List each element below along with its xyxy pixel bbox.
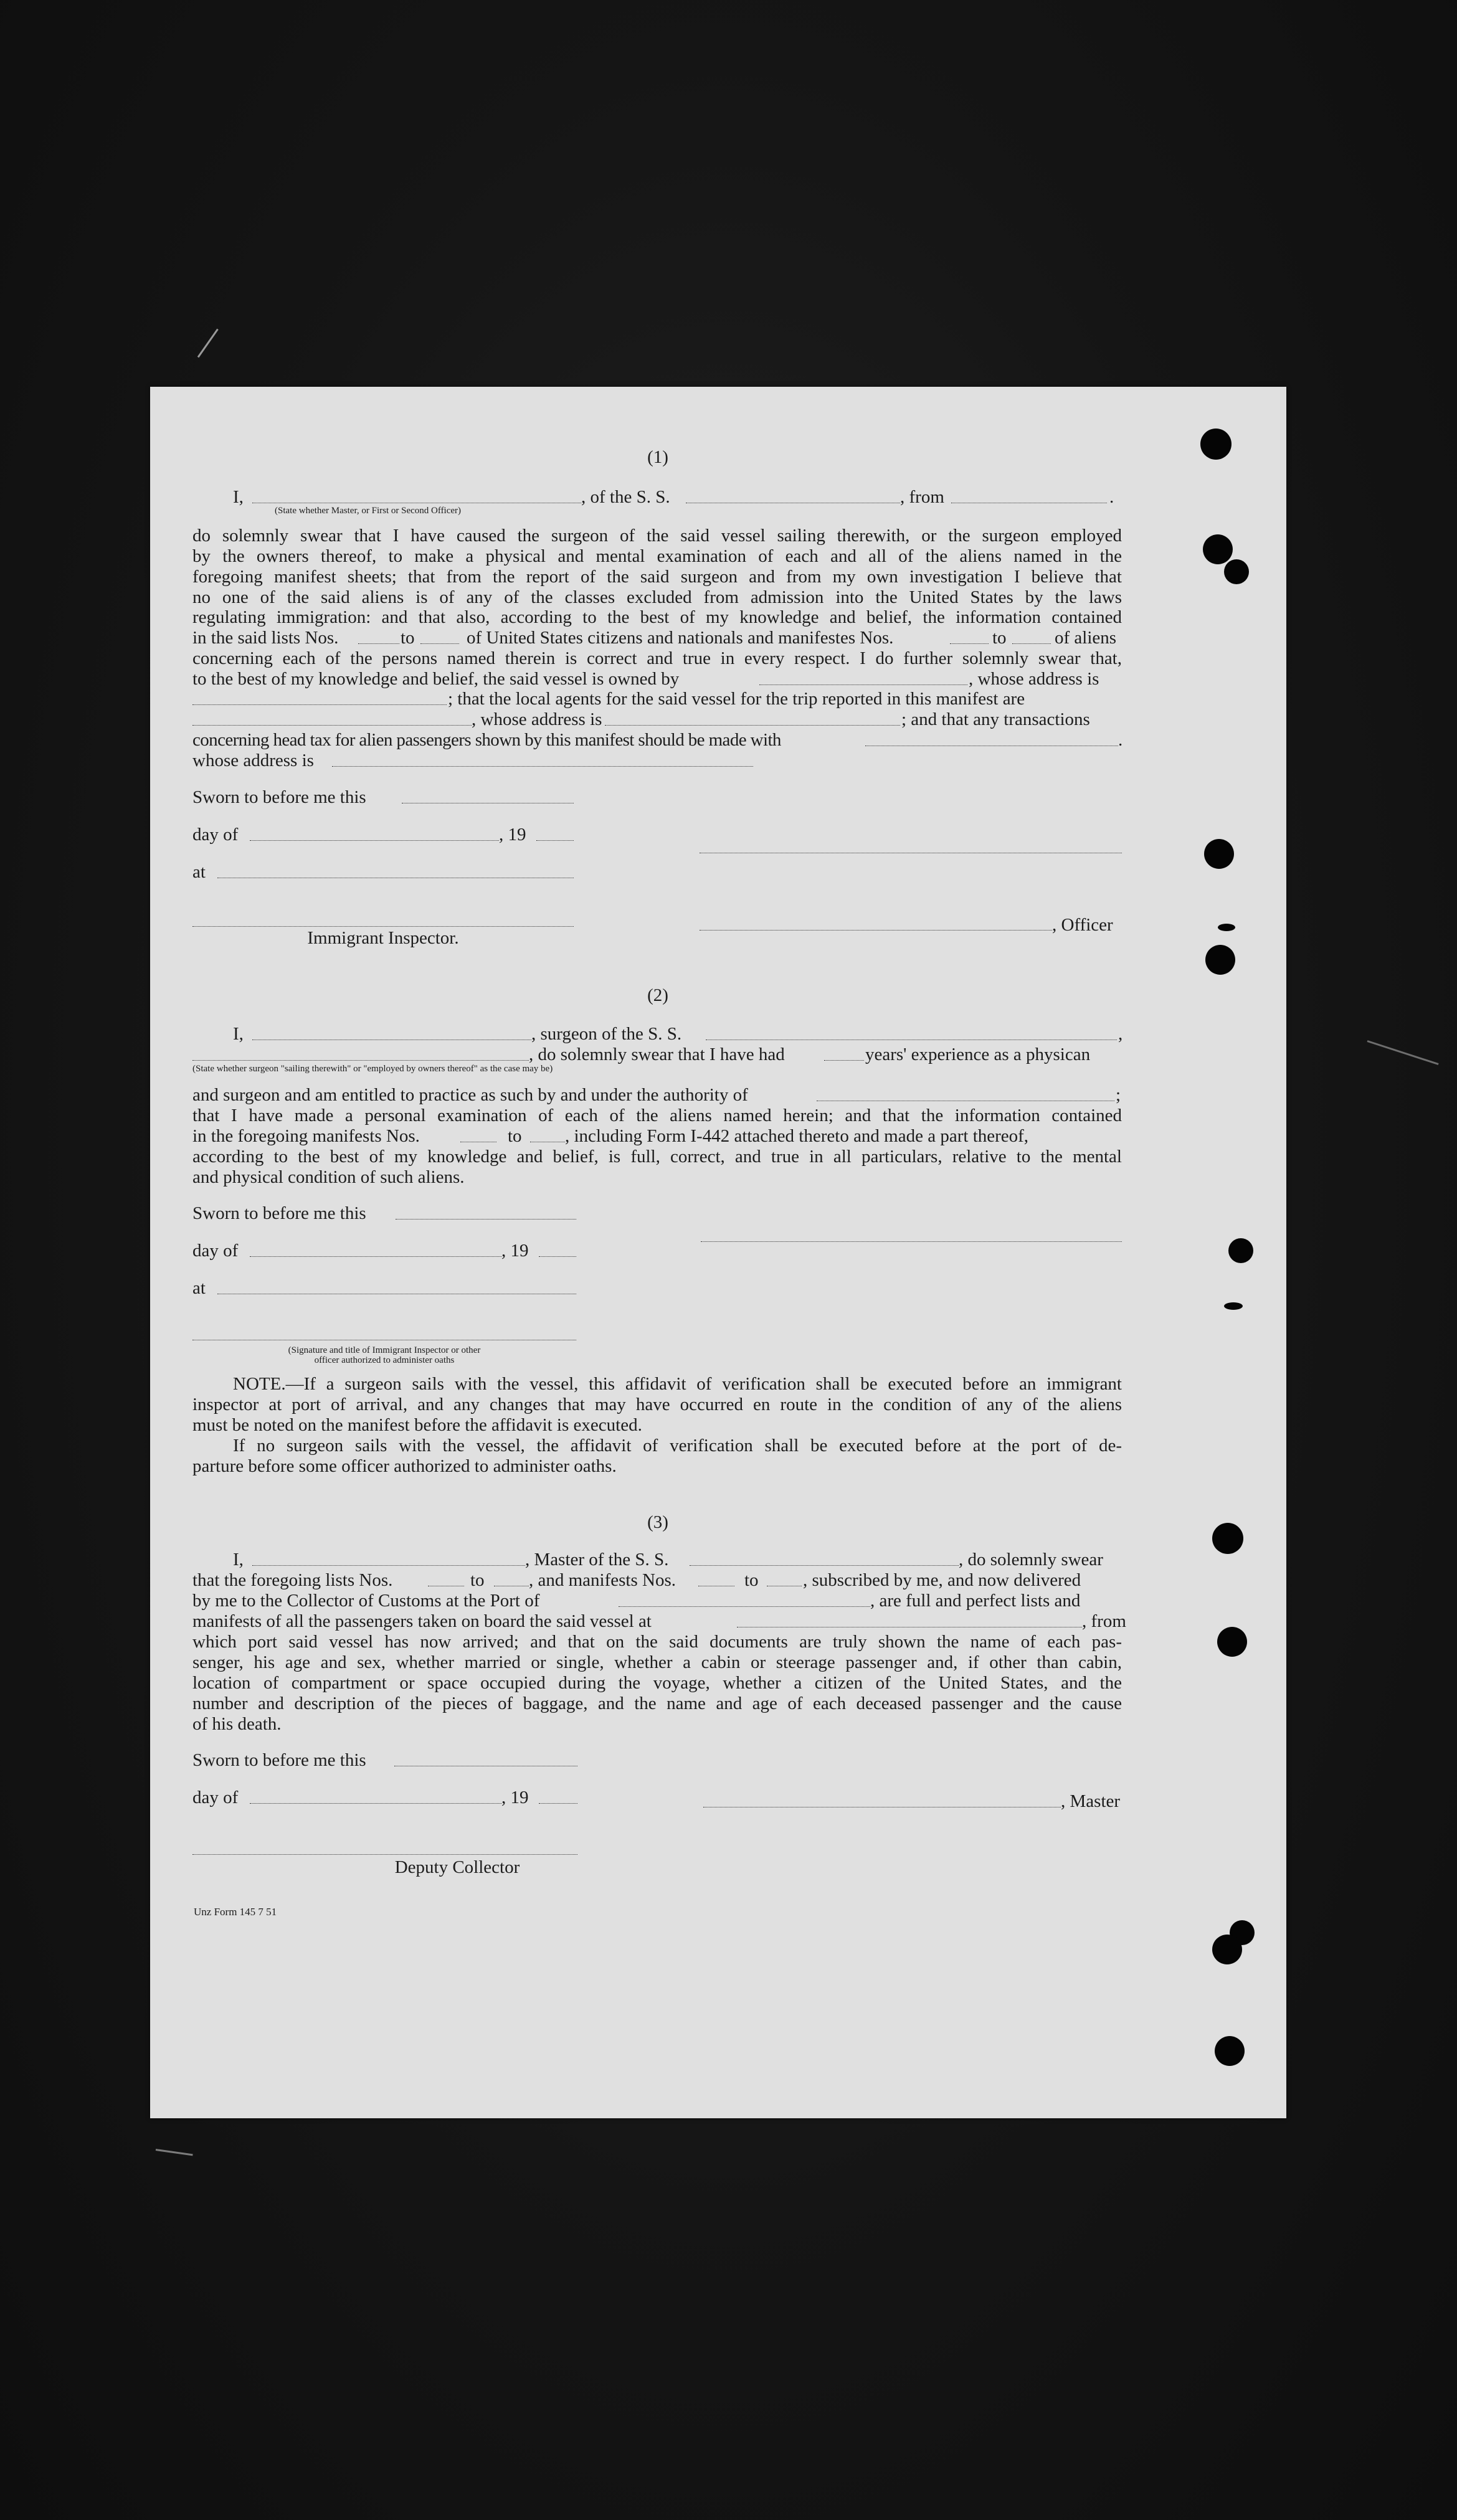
master-ship-3-blank <box>690 1565 959 1566</box>
section-1-year: , 19 <box>499 825 526 845</box>
note-line-1: NOTE.—If a surgeon sails with the vessel, this affidavit of verification shall be executed before an immigrant <box>233 1374 1122 1394</box>
punch-hole <box>1224 559 1249 584</box>
section-1-at: at <box>192 862 206 882</box>
sig-caption-1: (Signature and title of Immigrant Inspector or other <box>288 1345 481 1355</box>
text-segment: , including Form I-442 attached thereto and made a part thereof, <box>565 1126 1029 1146</box>
form-footer: Unz Form 145 7 51 <box>194 1906 277 1918</box>
text-segment: to the best of my knowledge and belief, the said vessel is owned by <box>192 669 680 689</box>
punch-hole <box>1224 1302 1243 1310</box>
text-segment: years' experience as a physican <box>865 1044 1091 1064</box>
text-segment: that the foregoing lists Nos. <box>192 1570 393 1590</box>
master-sworn-month-blank <box>250 1803 501 1804</box>
text-segment: , subscribed by me, and now delivered <box>803 1570 1081 1590</box>
punch-hole <box>1212 1935 1242 1964</box>
list-from-blank <box>358 643 399 644</box>
text-segment: , do solemnly swear that I have had <box>529 1044 785 1064</box>
section-2-at: at <box>192 1278 206 1298</box>
master-name-3-blank <box>252 1565 525 1566</box>
note-line-4: If no surgeon sails with the vessel, the affidavit of verification shall be executed before at the port of de- <box>233 1436 1122 1456</box>
text-segment: in the said lists Nos. <box>192 628 339 648</box>
agents-address-blank <box>605 725 900 726</box>
agents-blank <box>192 725 472 726</box>
section-3-line-4: which port said vessel has now arrived; and that on the said documents are truly shown the name of each pas- <box>192 1632 1122 1652</box>
text-segment: of United States citizens and nationals and manifestes Nos. <box>467 628 894 648</box>
text-segment: , <box>1118 1024 1123 1044</box>
punch-hole <box>1203 534 1233 564</box>
manifest-from-blank <box>950 643 989 644</box>
sworn-year-blank <box>536 840 574 841</box>
surgeon-sworn-month-blank <box>250 1256 501 1257</box>
sworn-month-blank <box>250 840 499 841</box>
surgeon-sworn-year-blank <box>539 1256 576 1257</box>
text-segment: to <box>508 1126 522 1146</box>
section-1-line-1: do solemnly swear that I have caused the surgeon of the said vessel sailing therewith, or the surgeon employed <box>192 526 1122 546</box>
section-1-caption: (State whether Master, or First or Second Officer) <box>275 506 462 516</box>
text-segment: to <box>470 1570 485 1590</box>
text-segment: to <box>401 628 415 648</box>
section-1-inspector: Immigrant Inspector. <box>307 928 459 948</box>
section-2-caption: (State whether surgeon "sailing therewith" or "employed by owners thereof" as the case may be) <box>192 1064 553 1074</box>
text-segment: to <box>744 1570 759 1590</box>
punch-hole <box>1205 945 1235 975</box>
port-blank <box>619 1606 870 1607</box>
section-2-line-3: that I have made a personal examination of each of the aliens named herein; and that the information contained <box>192 1106 1122 1125</box>
punch-hole <box>1217 1627 1247 1657</box>
punch-hole <box>1228 1238 1253 1263</box>
deputy-signature-line <box>192 1854 577 1855</box>
text-segment: manifests of all the passengers taken on board the said vessel at <box>192 1611 652 1631</box>
section-1-number: (1) <box>647 447 668 467</box>
text-segment: , whose address is <box>472 709 602 729</box>
text-segment: , and manifests Nos. <box>529 1570 676 1590</box>
note-line-2: inspector at port of arrival, and any changes that may have occurred en route in the condition of any of the aliens <box>192 1395 1122 1414</box>
text-segment: , of the S. S. <box>581 487 670 507</box>
text-segment: , from <box>900 487 944 507</box>
surgeon-status-blank <box>192 1060 529 1061</box>
text-segment: ; <box>1116 1085 1121 1105</box>
text-segment: , are full and perfect lists and <box>870 1591 1081 1611</box>
text-segment: to <box>992 628 1007 648</box>
section-3-number: (3) <box>647 1512 668 1532</box>
section-2-year: , 19 <box>501 1241 529 1261</box>
manifest-form-sheet <box>150 387 1286 2118</box>
officer-signature-line <box>700 930 1052 931</box>
text-segment: I, <box>233 487 244 507</box>
section-3-day-of: day of <box>192 1788 239 1807</box>
surgeon-signature-line <box>701 1241 1122 1242</box>
text-segment: I, <box>233 1024 244 1044</box>
surgeon-sworn-day-blank <box>396 1219 576 1220</box>
section-1-day-of: day of <box>192 825 239 845</box>
text-segment: by me to the Collector of Customs at the Port of <box>192 1591 540 1611</box>
text-segment: , surgeon of the S. S. <box>531 1024 682 1044</box>
years-experience-blank <box>824 1060 864 1061</box>
text-segment: ; and that any transactions <box>901 709 1090 729</box>
punch-hole <box>1212 1523 1243 1554</box>
text-segment: , Master of the S. S. <box>525 1550 669 1570</box>
section-1-line-4: no one of the said aliens is of any of the classes excluded from admission into the United States by the laws <box>192 587 1122 607</box>
text-segment: , whose address is <box>969 669 1099 689</box>
section-3-master: , Master <box>1061 1791 1121 1811</box>
head-tax-address-blank <box>332 766 753 767</box>
section-3-line-5: senger, his age and sex, whether married or single, whether a cabin or steerage passenger and, if other than cabin, <box>192 1652 1122 1672</box>
section-3-year: , 19 <box>501 1788 529 1807</box>
section-3-line-8: of his death. <box>192 1714 282 1734</box>
text-segment: . <box>1118 730 1123 750</box>
section-2-number: (2) <box>647 985 668 1005</box>
owner-blank <box>759 684 967 685</box>
text-segment: of aliens <box>1055 628 1117 648</box>
text-segment: ; that the local agents for the said vessel for the trip reported in this manifest are <box>448 689 1025 709</box>
section-2-sworn: Sworn to before me this <box>192 1203 366 1223</box>
inspector-signature-line <box>192 926 574 927</box>
section-1-officer: , Officer <box>1052 915 1113 935</box>
punch-hole <box>1200 429 1232 460</box>
list-to-blank <box>420 643 459 644</box>
note-line-5: parture before some officer authorized to administer oaths. <box>192 1456 617 1476</box>
text-segment: whose address is <box>192 751 314 770</box>
section-2-line-6: and physical condition of such aliens. <box>192 1167 465 1187</box>
section-1-line-7: concerning each of the persons named therein is correct and true in every respect. I do further solemnly swear that, <box>192 648 1122 668</box>
note-line-3: must be noted on the manifest before the affidavit is executed. <box>192 1415 642 1435</box>
punch-hole <box>1215 2036 1245 2066</box>
text-segment: . <box>1109 487 1114 507</box>
sig-caption-2: officer authorized to administer oaths <box>314 1355 455 1365</box>
text-segment: in the foregoing manifests Nos. <box>192 1126 420 1146</box>
master-sworn-year-blank <box>539 1803 577 1804</box>
punch-hole <box>1204 839 1234 869</box>
section-1-line-5: regulating immigration: and that also, according to the best of my knowledge and belief, the information contained <box>192 607 1122 627</box>
section-1-sworn: Sworn to before me this <box>192 787 366 807</box>
section-3-line-7: number and description of the pieces of baggage, and the name and age of each deceased passenger and the cause <box>192 1693 1122 1713</box>
manifest-to-blank <box>1012 643 1051 644</box>
text-segment: , do solemnly swear <box>959 1550 1103 1570</box>
owner-address-blank <box>192 704 447 705</box>
section-1-line-2: by the owners thereof, to make a physical and mental examination of each and all of the aliens named in the <box>192 546 1122 566</box>
text-segment: concerning head tax for alien passengers shown by this manifest should be made with <box>192 730 781 750</box>
section-3-line-6: location of compartment or space occupied during the voyage, whether a citizen of the United States, and the <box>192 1673 1122 1693</box>
punch-hole <box>1218 924 1235 931</box>
section-3-sworn: Sworn to before me this <box>192 1750 366 1770</box>
text-segment: , from <box>1082 1611 1126 1631</box>
section-2-day-of: day of <box>192 1241 239 1261</box>
section-1-line-3: foregoing manifest sheets; that from the report of the said surgeon and from my own investigation I believe that <box>192 567 1122 587</box>
text-segment: I, <box>233 1550 244 1570</box>
section-2-line-5: according to the best of my knowledge and belief, is full, correct, and true in all particulars, relative to the mental <box>192 1147 1122 1167</box>
text-segment: and surgeon and am entitled to practice as such by and under the authority of <box>192 1085 748 1105</box>
section-3-deputy: Deputy Collector <box>394 1857 520 1877</box>
